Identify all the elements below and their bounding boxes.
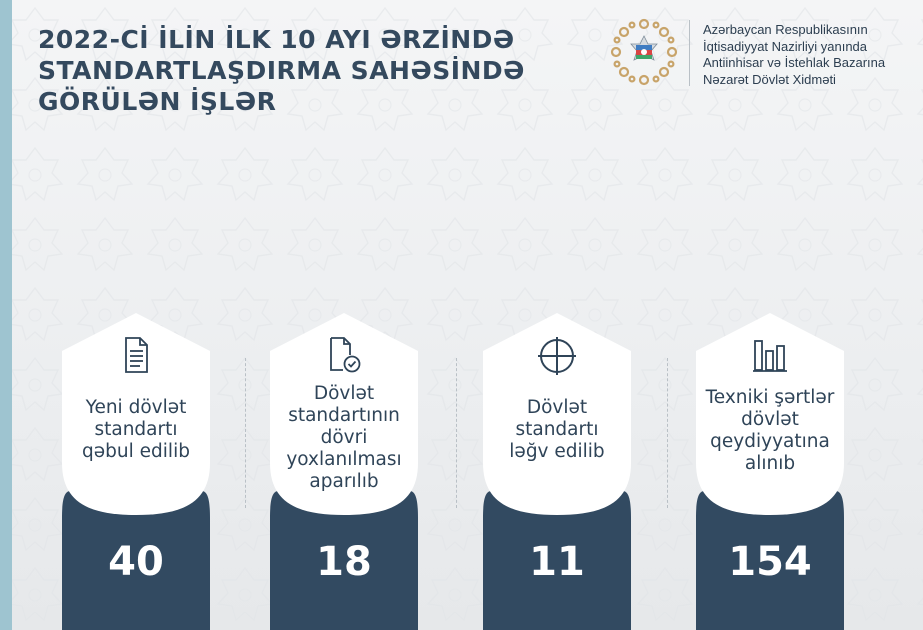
title-line: GÖRÜLƏN İŞLƏR xyxy=(38,87,277,116)
stat-card-technical-conditions xyxy=(696,313,844,630)
card-value: 11 xyxy=(529,539,585,585)
accent-bar xyxy=(0,0,12,630)
card-value: 154 xyxy=(728,539,812,585)
stat-card-cancelled-standards xyxy=(483,313,631,630)
stat-card-periodic-review xyxy=(270,313,418,630)
organization-line: Antiinhisar və İstehlak Bazarına xyxy=(703,55,886,70)
card-label: Texniki şərtlər dövlət qeydiyyatına alınıb xyxy=(705,387,835,474)
organization-line: Azərbaycan Respublikasının xyxy=(703,22,868,37)
document-icon xyxy=(62,335,210,375)
document-check-icon xyxy=(270,335,418,375)
crosshair-icon xyxy=(483,335,631,375)
card-label: Dövlət standartının dövri yoxlanılması aparılıb xyxy=(286,383,402,492)
title-line: 2022-Cİ İLİN İLK 10 AYI ƏRZİNDƏ xyxy=(38,25,515,54)
title-line: STANDARTLAŞDIRMA SAHƏSİNDƏ xyxy=(38,56,525,85)
organization-name xyxy=(703,22,918,88)
card-divider xyxy=(667,358,668,508)
card-label: Yeni dövlət standartı qəbul edilib xyxy=(82,397,190,462)
bar-chart-icon xyxy=(696,335,844,375)
organization-line: Nəzarət Dövlət Xidməti xyxy=(703,71,836,87)
card-divider xyxy=(456,358,457,508)
logo-divider xyxy=(689,20,690,86)
emblem-logo xyxy=(608,16,680,88)
card-label: Dövlət standartı ləğv edilib xyxy=(509,397,605,462)
page-title xyxy=(38,24,598,117)
stat-card-new-standards xyxy=(62,313,210,630)
organization-line: İqtisadiyyat Nazirliyi yanında xyxy=(703,38,868,54)
card-value: 18 xyxy=(316,539,372,585)
card-value: 40 xyxy=(108,539,164,585)
card-divider xyxy=(245,358,246,508)
